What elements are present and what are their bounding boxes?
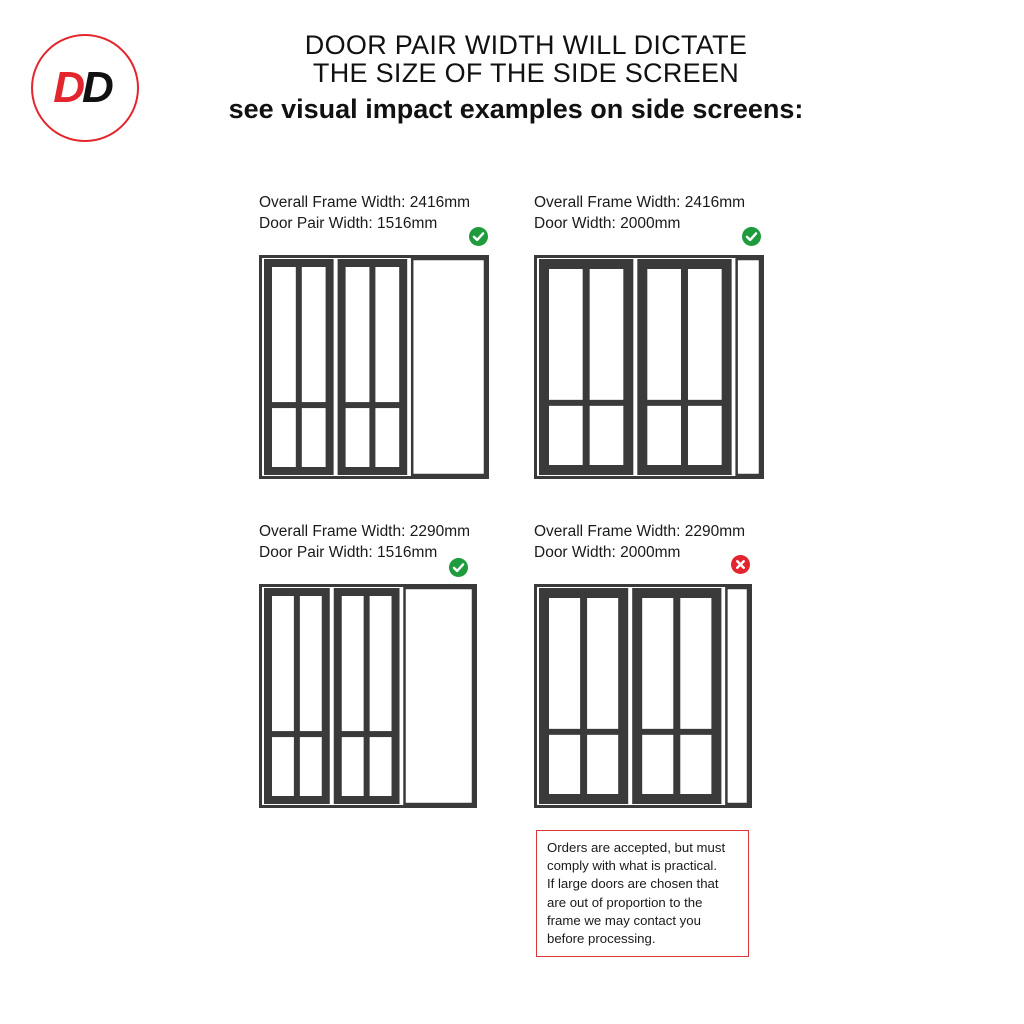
practicality-note	[536, 830, 749, 957]
note-line: comply with what is practical.	[547, 858, 718, 874]
example-2-door-diagram	[534, 255, 764, 479]
example-3-door-width: Door Pair Width: 1516mm	[259, 544, 438, 561]
check-icon	[742, 227, 761, 246]
example-1-door-diagram	[259, 255, 489, 479]
example-1-frame-width: Overall Frame Width: 2416mm	[259, 194, 471, 211]
example-2-door-width: Door Width: 2000mm	[534, 215, 681, 232]
side-screen-panel	[412, 259, 485, 475]
example-2-frame-width: Overall Frame Width: 2416mm	[534, 194, 746, 211]
example-3-frame-width: Overall Frame Width: 2290mm	[259, 523, 471, 540]
example-4-door-diagram	[534, 584, 752, 808]
heading-line-1: DOOR PAIR WIDTH WILL DICTATE	[304, 30, 748, 60]
door-leaf	[334, 588, 400, 804]
check-icon	[469, 227, 488, 246]
logo-letter-1: D	[53, 63, 82, 112]
door-leaf	[539, 259, 633, 475]
example-3-door-diagram	[259, 584, 477, 808]
note-line: before processing.	[547, 931, 656, 947]
note-line: Orders are accepted, but must	[547, 840, 726, 855]
door-leaf	[632, 588, 721, 804]
note-line: are out of proportion to the	[547, 894, 703, 910]
side-screen-panel	[726, 588, 748, 804]
door-leaf	[264, 588, 330, 804]
door-leaf	[637, 259, 731, 475]
check-icon	[449, 558, 468, 577]
logo-letter-2: D	[82, 63, 111, 112]
example-4-door-width: Door Width: 2000mm	[534, 544, 681, 561]
example-1-status-badge	[469, 227, 488, 246]
door-leaf	[264, 259, 334, 475]
example-3-status-badge	[449, 558, 468, 577]
door-leaf	[338, 259, 408, 475]
example-4-frame-width: Overall Frame Width: 2290mm	[534, 523, 746, 540]
heading-line-2: THE SIZE OF THE SIDE SCREEN	[312, 58, 740, 88]
example-2-status-badge	[742, 227, 761, 246]
cross-icon	[731, 555, 750, 574]
side-screen-panel	[737, 259, 760, 475]
side-screen-panel	[405, 588, 473, 804]
door-leaf	[539, 588, 628, 804]
note-line: If large doors are chosen that	[547, 876, 719, 892]
example-4-status-badge	[731, 555, 750, 574]
subheading: see visual impact examples on side screens:	[228, 94, 804, 124]
note-line: frame we may contact you	[547, 912, 701, 928]
example-1-door-width: Door Pair Width: 1516mm	[259, 215, 438, 232]
